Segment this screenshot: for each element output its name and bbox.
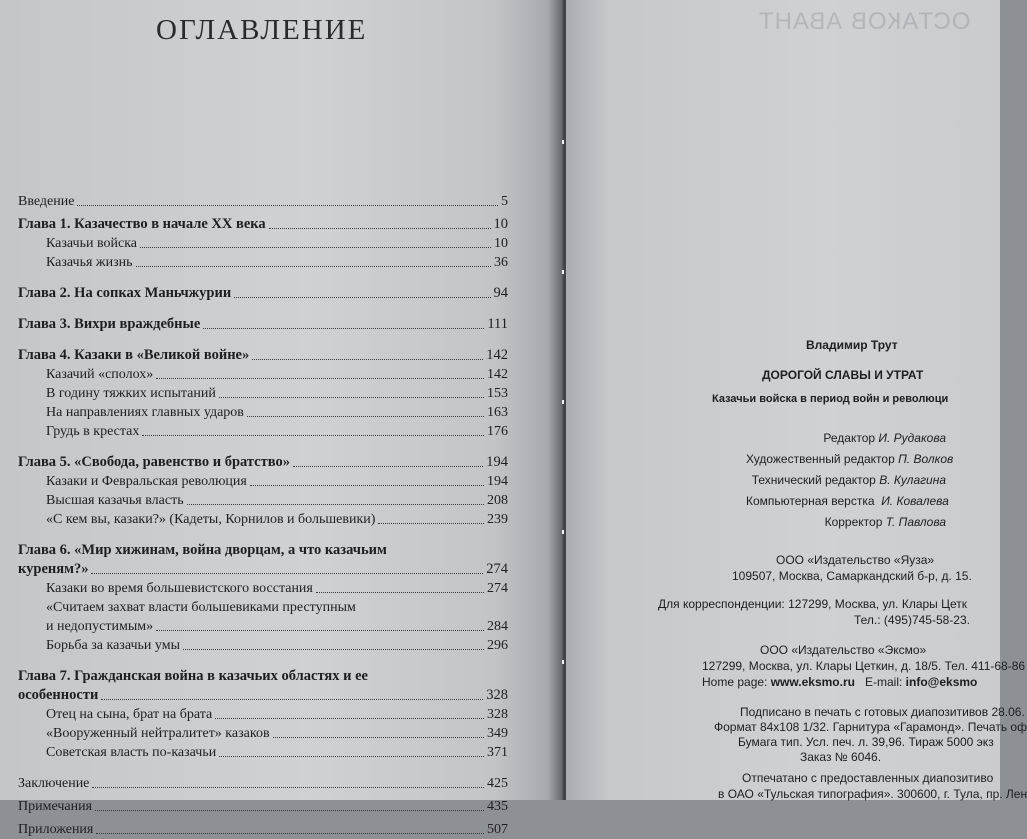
toc-section <box>18 579 508 598</box>
table-of-contents <box>18 192 508 839</box>
publisher-web-contacts: Home page: www.eksmo.ru E-mail: info@eksmo <box>702 675 978 689</box>
print-details <box>714 705 1027 765</box>
publisher-yauza <box>732 552 972 584</box>
credit-proofreader: Корректор Т. Павлова <box>824 515 946 529</box>
toc-section <box>18 636 508 655</box>
toc-section <box>18 234 508 253</box>
toc-entry-label: Глава 5. «Свобода, равенство и братство» <box>18 454 290 470</box>
toc-entry-label: Примечания <box>18 799 93 814</box>
toc-entry-label: Казаки и Февральская революция <box>46 474 247 489</box>
toc-entry-label: На направлениях главных ударов <box>46 405 244 420</box>
correspondence-info <box>658 596 970 628</box>
printing-address: в ОАО «Тульская типография». 300600, г. Тула, пр. Лен <box>718 787 1027 801</box>
toc-page-number: 194 <box>487 474 508 489</box>
toc-section <box>18 422 508 441</box>
toc-page-number: 142 <box>486 347 508 363</box>
credit-tech-editor: Технический редактор В. Кулагина <box>751 473 946 487</box>
binding-stitch <box>562 400 564 404</box>
toc-section <box>18 403 508 422</box>
toc-section <box>18 472 508 491</box>
toc-entry-label: Заключение <box>18 776 90 791</box>
credit-layout: Компьютерная верстка И. Ковалева <box>746 494 949 508</box>
print-date: Подписано в печать с готовых диапозитивов 28.06. <box>740 705 1025 719</box>
credit-editor: Редактор И. Рудакова <box>823 431 946 445</box>
toc-page-number: 296 <box>487 638 508 653</box>
toc-entry-notes <box>18 797 508 816</box>
correspondence-phone: Тел.: (495)745-58-23. <box>854 613 970 627</box>
toc-page-number: 111 <box>487 316 508 332</box>
page-title: ОГЛАВЛЕНИЕ <box>156 14 368 46</box>
toc-entry-conclusion <box>18 774 508 793</box>
toc-page-number: 328 <box>486 687 508 703</box>
toc-chapter-3 <box>18 315 508 334</box>
toc-entry-label: В годину тяжких испытаний <box>46 386 216 401</box>
toc-entry-label: Грудь в крестах <box>46 424 140 439</box>
binding-stitch <box>562 270 564 274</box>
credit-art-editor: Художественный редактор П. Волков <box>746 452 954 466</box>
toc-entry-label: Казачьи войска <box>46 236 137 251</box>
editorial-credits <box>746 428 954 533</box>
toc-chapter-7 <box>18 686 508 705</box>
email-link: info@eksmo <box>905 675 978 689</box>
toc-entry-label: «Вооруженный нейтралитет» казаков <box>46 726 270 741</box>
toc-section-line1: «Считаем захват власти большевиками преступным <box>46 600 356 615</box>
toc-page-number: 176 <box>487 424 508 439</box>
toc-section <box>18 510 508 529</box>
publisher-address: 109507, Москва, Самаркандский б-р, д. 15. <box>732 569 972 583</box>
printing-house <box>718 770 1027 802</box>
toc-entry-label: Отец на сына, брат на брата <box>46 707 213 722</box>
publisher-name: ООО «Издательство «Яуза» <box>776 553 935 567</box>
toc-chapter-6 <box>18 560 508 579</box>
toc-entry-label: Введение <box>18 194 75 209</box>
toc-chapter-7-line1: Глава 7. Гражданская война в казачьих областях и ее <box>18 668 368 684</box>
toc-page-number: 239 <box>487 512 508 527</box>
toc-page-number: 208 <box>487 493 508 508</box>
toc-entry-label: Высшая казачья власть <box>46 493 184 508</box>
toc-chapter-4 <box>18 346 508 365</box>
toc-page-number: 163 <box>487 405 508 420</box>
toc-page-number: 5 <box>501 194 508 209</box>
toc-entry-label: Приложения <box>18 822 94 837</box>
toc-entry-label: Советская власть по-казачьи <box>46 745 217 760</box>
toc-entry-label: Казачий «сполох» <box>46 367 154 382</box>
toc-page-number: 371 <box>487 745 508 760</box>
show-through-text: ОСТАКОВ АВАНТ <box>757 8 970 35</box>
author-name: Владимир Трут <box>806 338 898 352</box>
publisher-eksmo <box>702 642 1025 690</box>
toc-entry-label: Глава 1. Казачество в начале XX века <box>18 216 266 232</box>
toc-page-number: 284 <box>487 619 508 634</box>
toc-entry-label: Казаки во время большевистского восстания <box>46 581 313 596</box>
toc-entry-label: Глава 4. Казаки в «Великой войне» <box>18 347 250 363</box>
toc-entry-appendices <box>18 820 508 839</box>
toc-entry-label: особенности <box>18 687 99 703</box>
toc-entry-label: «С кем вы, казаки?» (Кадеты, Корнилов и большевики) <box>46 512 376 527</box>
binding-stitch <box>562 530 564 534</box>
toc-page-number: 36 <box>494 255 508 270</box>
toc-page-number: 153 <box>487 386 508 401</box>
toc-page-number: 10 <box>494 236 508 251</box>
publisher-address: 127299, Москва, ул. Клары Цеткин, д. 18/5. Тел. 411-68-86 <box>702 659 1026 673</box>
print-order: Заказ № 6046. <box>800 750 882 764</box>
right-page-imprint <box>566 0 1027 801</box>
toc-section <box>18 365 508 384</box>
toc-page-number: 507 <box>487 822 508 837</box>
correspondence-address: Для корреспонденции: 127299, Москва, ул. Клары Цетк <box>658 597 968 611</box>
toc-page-number: 274 <box>487 581 508 596</box>
homepage-link: www.eksmo.ru <box>770 675 855 689</box>
book-subtitle: Казачьи войска в период войн и революци <box>712 393 949 405</box>
toc-chapter-1 <box>18 215 508 234</box>
toc-entry-label: куреням?» <box>18 561 89 577</box>
toc-page-number: 349 <box>487 726 508 741</box>
toc-section <box>18 705 508 724</box>
toc-section <box>18 617 508 636</box>
binding-stitch <box>562 140 564 144</box>
printing-note: Отпечатано с предоставленных диапозитиво <box>742 771 994 785</box>
toc-entry-label: и недопустимым» <box>46 619 154 634</box>
toc-section <box>18 724 508 743</box>
toc-section <box>18 743 508 762</box>
toc-section <box>18 253 508 272</box>
print-format: Формат 84х108 1/32. Гарнитура «Гарамонд». Печать оф <box>714 720 1027 734</box>
toc-page-number: 435 <box>487 799 508 814</box>
print-paper: Бумага тип. Усл. печ. л. 39,96. Тираж 5000 экз <box>738 735 994 749</box>
toc-entry-label: Казачья жизнь <box>46 255 133 270</box>
toc-page-number: 94 <box>493 285 508 301</box>
toc-entry-introduction <box>18 192 508 211</box>
toc-chapter-5 <box>18 453 508 472</box>
toc-page-number: 142 <box>487 367 508 382</box>
publisher-name: ООО «Издательство «Эксмо» <box>760 643 927 657</box>
toc-page-number: 425 <box>487 776 508 791</box>
toc-page-number: 194 <box>486 454 508 470</box>
toc-entry-label: Глава 2. На сопках Маньчжурии <box>18 285 232 301</box>
toc-page-number: 10 <box>493 216 508 232</box>
binding-stitch <box>562 660 564 664</box>
toc-entry-label: Борьба за казачьи умы <box>46 638 180 653</box>
toc-chapter-2 <box>18 284 508 303</box>
toc-section <box>18 384 508 403</box>
toc-page-number: 328 <box>487 707 508 722</box>
book-title: ДОРОГОЙ СЛАВЫ И УТРАТ <box>762 368 924 382</box>
toc-page-number: 274 <box>486 561 508 577</box>
toc-entry-label: Глава 3. Вихри враждебные <box>18 316 201 332</box>
toc-chapter-6-line1: Глава 6. «Мир хижинам, война дворцам, а что казачьим <box>18 542 387 558</box>
toc-section <box>18 491 508 510</box>
